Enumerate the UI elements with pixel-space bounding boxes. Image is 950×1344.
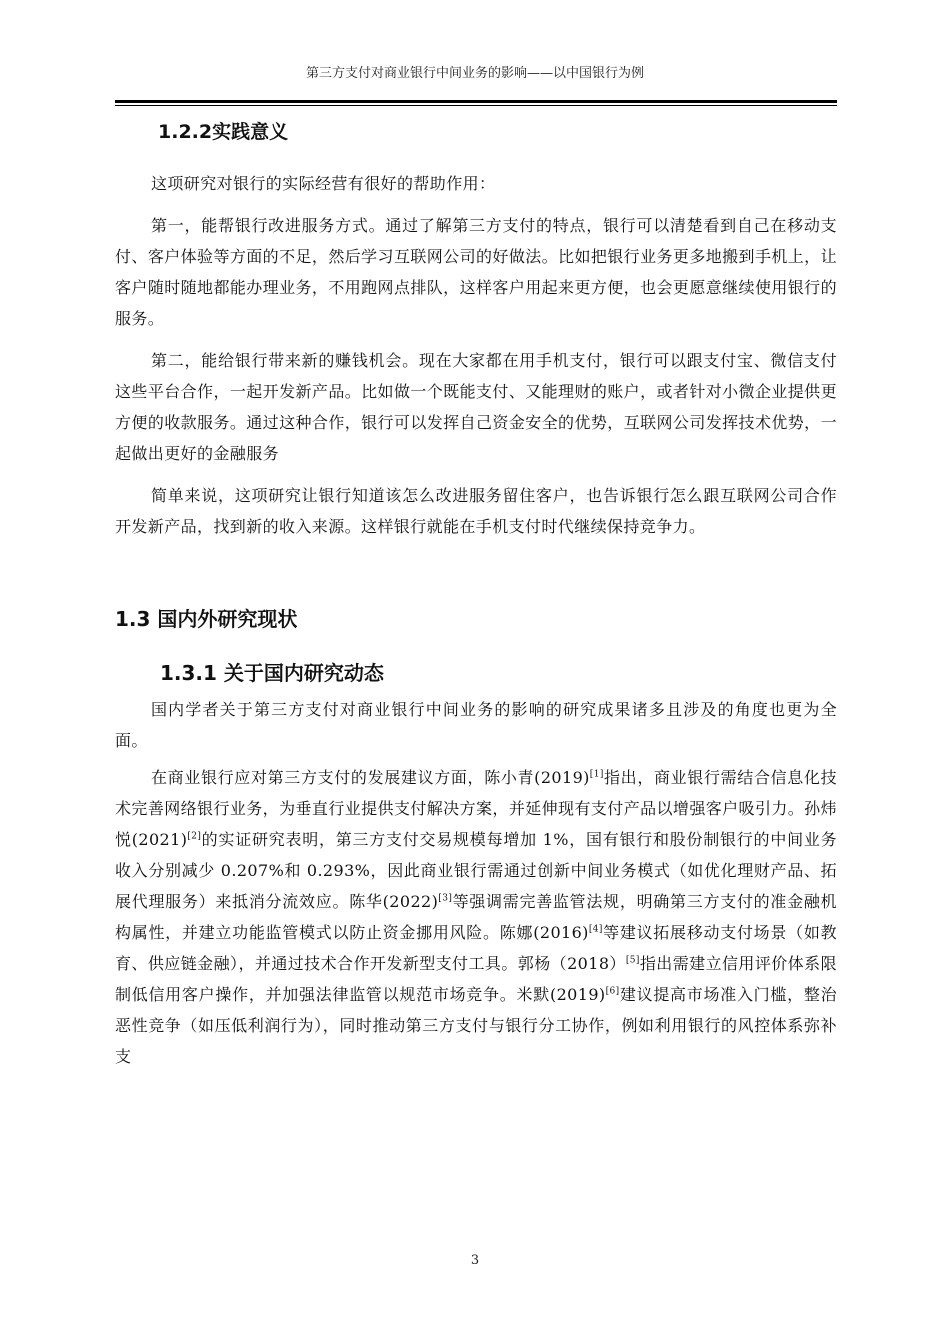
running-header: 第三方支付对商业银行中间业务的影响——以中国银行为例 xyxy=(305,66,644,81)
citation-ref: [5] xyxy=(625,955,640,966)
section-heading-1-2-2: 1.2.2实践意义 xyxy=(158,121,289,143)
page-body xyxy=(115,116,837,1072)
citation-ref: [4] xyxy=(588,924,603,935)
section-heading-1-3: 1.3 国内外研究现状 xyxy=(115,607,298,631)
header-rule-thin xyxy=(115,105,837,106)
page-number: 3 xyxy=(470,1253,480,1268)
paragraph-domestic-review: 在商业银行应对第三方支付的发展建议方面，陈小青(2019)[1]指出，商业银行需结合信息化技术完善网络银行业务，为垂直行业提供支付解决方案，并延伸现有支付产品以增强客户吸引力。孙炜悦(2021)[2]的实证研究表明，第三方支付交易规模每增加 1%，国有银行和股份制银行的中间业务收入分别减少 0.207%和 0.293%，因此商业银行需通过创新中间业务模式（如优化理财产品、拓展代理服务）来抵消分流效应。陈华(2022)[3]等强调需完善监管法规，明确第三方支付的准金融机构属性，并建立功能监管模式以防止资金挪用风险。陈娜(2016)[4]等建议拓展移动支付场景（如教育、供应链金融），并通过技术合作开发新型支付工具。郭杨（2018）[5]指出需建立信用评价体系限制低信用客户操作，并加强法律监管以规范市场竞争。米默(2019)[6]建议提高市场准入门槛，整治恶性竞争（如压低利润行为），同时推动第三方支付与银行分工协作，例如利用银行的风控体系弥补支 xyxy=(115,768,838,1066)
paragraph-intro: 这项研究对银行的实际经营有很好的帮助作用： xyxy=(151,174,496,193)
header-rule-thick xyxy=(115,100,837,103)
citation-ref: [3] xyxy=(438,893,453,904)
citation-ref: [2] xyxy=(187,831,202,842)
paragraph-domestic-intro: 国内学者关于第三方支付对商业银行中间业务的影响的研究成果诸多且涉及的角度也更为全面。 xyxy=(115,700,837,750)
citation-ref: [1] xyxy=(589,769,604,780)
section-heading-1-3-1: 1.3.1 关于国内研究动态 xyxy=(160,661,384,685)
paragraph-first: 第一，能帮银行改进服务方式。通过了解第三方支付的特点，银行可以清楚看到自己在移动支付、客户体验等方面的不足，然后学习互联网公司的好做法。比如把银行业务更多地搬到手机上，让客户随时随地都能办理业务，不用跑网点排队，这样客户用起来更方便，也会更愿意继续使用银行的服务。 xyxy=(115,216,837,328)
paragraph-second: 第二，能给银行带来新的赚钱机会。现在大家都在用手机支付，银行可以跟支付宝、微信支付这些平台合作，一起开发新产品。比如做一个既能支付、又能理财的账户，或者针对小微企业提供更方便的收款服务。通过这种合作，银行可以发挥自己资金安全的优势，互联网公司发挥技术优势，一起做出更好的金融服务 xyxy=(115,351,837,463)
citation-ref: [6] xyxy=(605,986,620,997)
paragraph-summary: 简单来说，这项研究让银行知道该怎么改进服务留住客户，也告诉银行怎么跟互联网公司合作开发新产品，找到新的收入来源。这样银行就能在手机支付时代继续保持竞争力。 xyxy=(115,486,837,536)
